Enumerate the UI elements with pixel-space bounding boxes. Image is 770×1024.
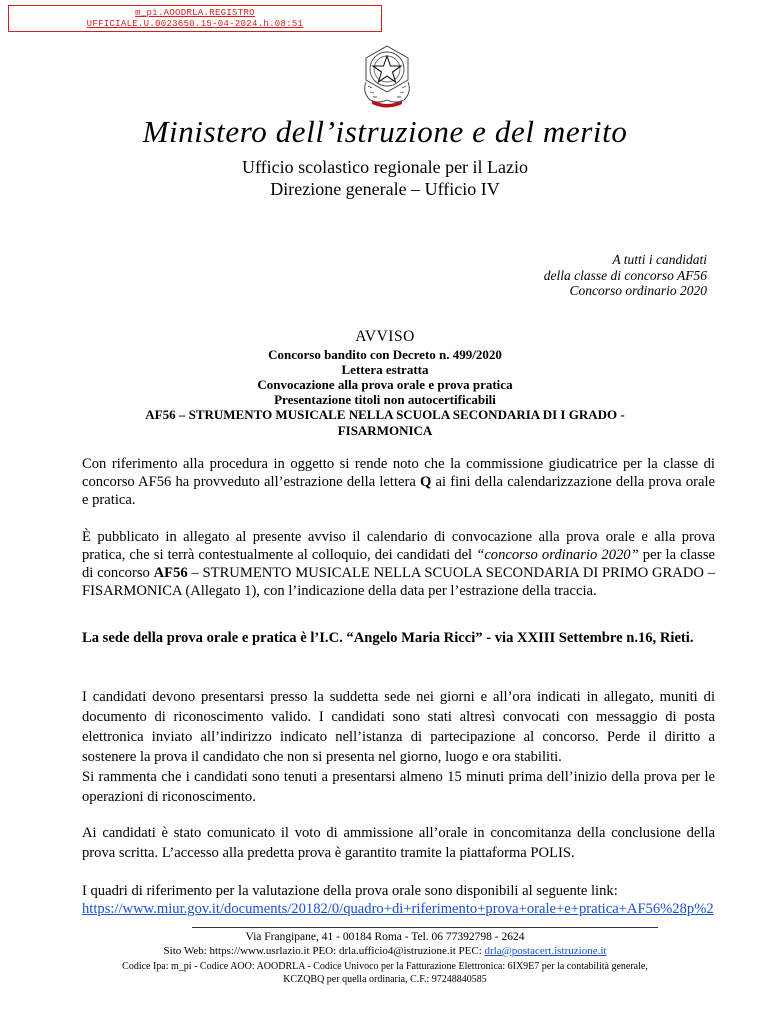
recipient-line-2: della classe di concorso AF56 — [543, 268, 707, 283]
paragraph-letter-drawn — [82, 455, 715, 509]
pec-email-link[interactable]: drla@postacert.istruzione.it — [484, 945, 607, 957]
reference-framework-link[interactable]: https://www.miur.gov.it/documents/20182/0/quadro+di+riferimento+prova+orale+e+pratica+AF56%28p%2 — [82, 901, 714, 917]
recipient-line-1: A tutti i candidati — [612, 252, 707, 267]
paragraph-text: I quadri di riferimento per la valutazione della prova orale sono disponibili al seguente link: — [82, 883, 618, 899]
paragraph-text: Si rammenta che i candidati sono tenuti a presentarsi almeno 15 minuti prima dell’inizio della prova per le operazioni di riconoscimento. — [82, 769, 715, 805]
footer-codes-2: KCZQBQ per quella ordinaria, C.F.: 97248840585 — [283, 974, 487, 985]
recipient-line-3: Concorso ordinario 2020 — [569, 283, 707, 298]
paragraph-italic-text: “concorso ordinario 2020” — [476, 547, 639, 563]
notice-subject-line-5: AF56 – STRUMENTO MUSICALE NELLA SCUOLA SECONDARIA DI I GRADO - — [145, 407, 625, 422]
italian-republic-emblem-icon — [358, 42, 416, 110]
notice-subject-line-6: FISARMONICA — [337, 423, 433, 438]
notice-subject-line-4: Presentazione titoli non autocertificabili — [274, 392, 496, 407]
paragraph-exam-venue: La sede della prova orale e pratica è l’I.C. “Angelo Maria Ricci” - via XXIII Settembre n.16, Rieti. — [82, 630, 694, 646]
footer-address: Via Frangipane, 41 - 00184 Roma - Tel. 06 77392798 - 2624 — [245, 931, 525, 943]
stamp-line-1: m_pi.AOODRLA.REGISTRO — [135, 8, 255, 18]
office-line-1: Ufficio scolastico regionale per il Lazio — [241, 157, 529, 177]
office-line-2: Direzione generale – Ufficio IV — [270, 179, 500, 199]
paragraph-text: I candidati devono presentarsi presso la suddetta sede nei giorni e all’ora indicati in allegato, muniti di documento di riconoscimento valido. I candidati sono stati altresì convocati con messaggio di posta elettronica inviato all’indirizzo indicato nell’istanza di partecipazione al concorso. Perde il diritto a sostenere la prova il candidato che non si presenta nel giorno, luogo e ora stabiliti. — [82, 689, 715, 765]
notice-subject-line-1: Concorso bandito con Decreto n. 499/2020 — [268, 347, 502, 362]
footer-web-email: Sito Web: https://www.usrlazio.it PEO: drla.ufficio4@istruzione.it PEC: — [163, 945, 485, 957]
paragraph-calendar — [82, 528, 715, 600]
paragraph-text: È pubblicato in allegato al presente avviso il calendario di convocazione alla prova orale e alla prova pratica, che si terrà contestualmente al colloquio, dei candidati del — [82, 529, 715, 563]
paragraph-text: Con riferimento alla procedura in oggetto si rende noto che la commissione giudicatrice per la classe di concorso AF56 ha provveduto all’estrazione della lettera — [82, 456, 715, 490]
class-code: AF56 — [153, 565, 188, 581]
notice-subject-line-3: Convocazione alla prova orale e prova pratica — [257, 377, 513, 392]
paragraph-text: ai fini della calendarizzazione della prova orale e pratica. — [82, 474, 715, 508]
ministry-title: Ministero dell’istruzione e del merito — [142, 114, 628, 149]
paragraph-text: – STRUMENTO MUSICALE NELLA SCUOLA SECONDARIA DI PRIMO GRADO – FISARMONICA (Allegato 1), con l’indicazione della data per l’estrazione della traccia. — [82, 565, 715, 599]
footer-codes: Codice Ipa: m_pi - Codice AOO: AOODRLA - Codice Univoco per la Fatturazione Elettronica: 6IX9E7 per la contabilità generale, — [122, 961, 648, 972]
drawn-letter: Q — [420, 474, 432, 490]
footer-contacts — [0, 945, 770, 958]
paragraph-candidate-instructions — [82, 687, 715, 807]
notice-title: AVVISO — [355, 328, 415, 345]
notice-subject-line-2: Lettera estratta — [341, 362, 429, 377]
stamp-line-2: UFFICIALE.U.0023650.15-04-2024.h.08:51 — [86, 19, 304, 29]
paragraph-text: per la classe di concorso — [82, 547, 715, 581]
paragraph-admission-grade: Ai candidati è stato comunicato il voto di ammissione all’orale in concomitanza della conclusione della prova scritta. L’accesso alla predetta prova è garantito tramite la piattaforma POLIS. — [82, 825, 715, 861]
paragraph-reference-framework — [82, 882, 732, 918]
footer-divider — [192, 927, 658, 928]
protocol-stamp — [8, 5, 382, 32]
